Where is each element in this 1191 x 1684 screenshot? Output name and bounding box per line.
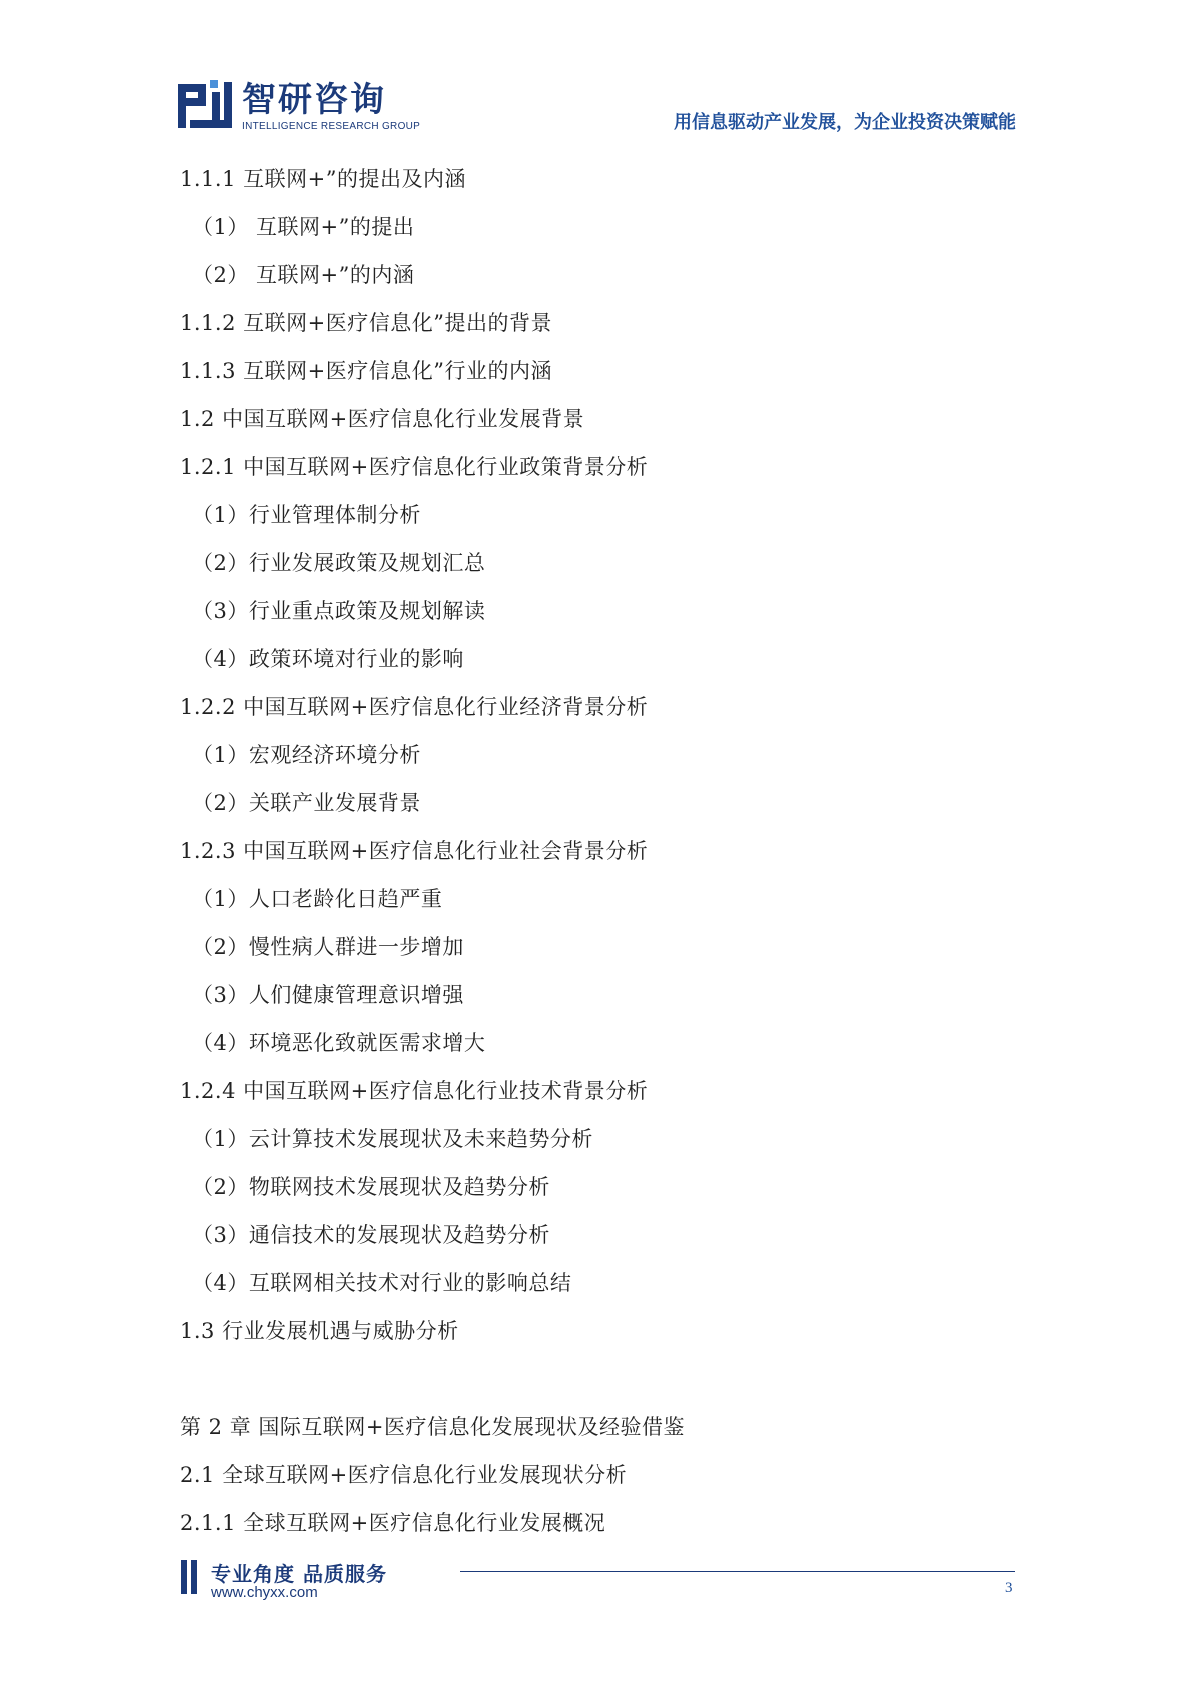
toc-entry: 1.2.2 中国互联网+医疗信息化行业经济背景分析 (180, 695, 649, 719)
toc-entry: （4）互联网相关技术对行业的影响总结 (192, 1271, 572, 1295)
toc-entry: （2）行业发展政策及规划汇总 (192, 551, 486, 575)
footer-bar-icon (181, 1560, 187, 1594)
toc-entry: （4）环境恶化致就医需求增大 (192, 1031, 486, 1055)
toc-entry: 1.2 中国互联网+医疗信息化行业发展背景 (180, 407, 585, 431)
toc-entry: （1）人口老龄化日趋严重 (192, 887, 443, 911)
toc-entry: 2.1.1 全球互联网+医疗信息化行业发展概况 (180, 1511, 606, 1535)
toc-entry: （3）通信技术的发展现状及趋势分析 (192, 1223, 550, 1247)
zhiyan-logo-icon (178, 80, 238, 132)
table-of-contents (180, 155, 1040, 1547)
brand-name: 智研咨询 (242, 80, 386, 120)
toc-entry: 第 2 章 国际互联网+医疗信息化发展现状及经验借鉴 (180, 1415, 685, 1439)
toc-entry: 1.1.1 互联网+”的提出及内涵 (180, 167, 466, 191)
toc-entry: （2）慢性病人群进一步增加 (192, 935, 464, 959)
toc-entry: 1.2.1 中国互联网+医疗信息化行业政策背景分析 (180, 455, 649, 479)
toc-entry: （1） 互联网+”的提出 (192, 215, 415, 239)
toc-entry: 1.2.3 中国互联网+医疗信息化行业社会背景分析 (180, 839, 649, 863)
toc-entry: （1）宏观经济环境分析 (192, 743, 421, 767)
toc-entry: 1.2.4 中国互联网+医疗信息化行业技术背景分析 (180, 1079, 649, 1103)
footer-divider (460, 1571, 1015, 1572)
toc-entry: 2.1 全球互联网+医疗信息化行业发展现状分析 (180, 1463, 628, 1487)
footer-tagline: 专业角度 品质服务 (211, 1562, 387, 1586)
toc-entry: （1）行业管理体制分析 (192, 503, 421, 527)
toc-entry: （2） 互联网+”的内涵 (192, 263, 415, 287)
toc-entry: 1.3 行业发展机遇与威胁分析 (180, 1319, 459, 1343)
toc-entry: 1.1.3 互联网+医疗信息化”行业的内涵 (180, 359, 552, 383)
header-slogan: 用信息驱动产业发展，为企业投资决策赋能 (674, 112, 1016, 133)
toc-entry: （3）行业重点政策及规划解读 (192, 599, 486, 623)
toc-entry: （2）物联网技术发展现状及趋势分析 (192, 1175, 550, 1199)
brand-subtitle: INTELLIGENCE RESEARCH GROUP (242, 121, 421, 132)
footer-bar-icon (191, 1560, 197, 1594)
footer-url[interactable]: www.chyxx.com (211, 1584, 318, 1601)
page-number: 3 (1005, 1580, 1013, 1596)
toc-entry: （1）云计算技术发展现状及未来趋势分析 (192, 1127, 593, 1151)
toc-entry: （3）人们健康管理意识增强 (192, 983, 464, 1007)
toc-entry: （4）政策环境对行业的影响 (192, 647, 464, 671)
toc-entry: 1.1.2 互联网+医疗信息化”提出的背景 (180, 311, 552, 335)
toc-entry: （2）关联产业发展背景 (192, 791, 421, 815)
